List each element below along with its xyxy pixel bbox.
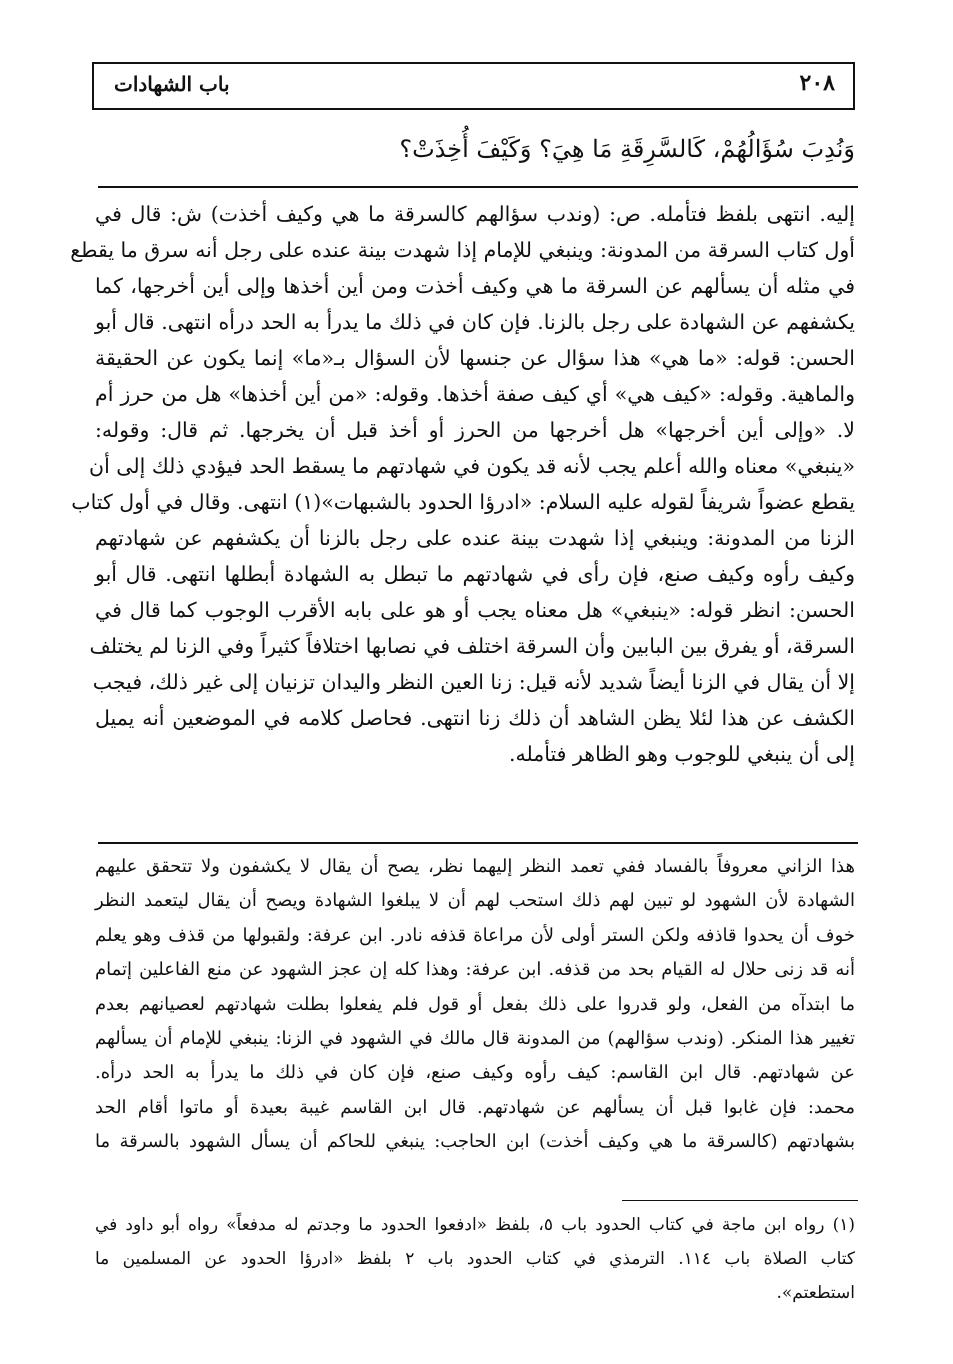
page-header: [92, 62, 855, 110]
lower-commentary-line: عن شهادتهم. قال ابن القاسم: كيف رأوه وكيف صنع، فإن كان في ذلك ما يدرأ به الحد درأه.: [95, 1062, 855, 1084]
divider-matn: [98, 186, 858, 188]
lower-commentary-line: ما ابتدآه من الفعل، ولو قدروا على ذلك بفعل أو قول فلم يفعلوا بطلت شهادتهم لعصيانهم بعدم: [95, 993, 855, 1015]
footnote-line: استطعتم».: [776, 1283, 855, 1303]
lower-commentary-line: محمد: فإن غابوا قبل أن يسألهم عن شهادتهم. قال ابن القاسم غيبة بعيدة أو ماتوا أقام الحد: [95, 1096, 855, 1118]
lower-commentary-line: الشهادة لأن الشهود لو تبين لهم ذلك استحب لهم أن لا يبلغوا الشهادة ويصح أن يقال ليتعمد النظر: [95, 890, 855, 912]
commentary-line: الحسن: انظر قوله: «ينبغي» هل معناه يجب أو هو على بابه الأقرب الوجوب كما قال في: [95, 598, 855, 622]
commentary-line: يكشفهم عن الشهادة على رجل بالزنا. فإن كان في ذلك ما يدرأ به الحد درأه انتهى. قال أبو: [95, 310, 855, 334]
commentary-line: «ينبغي» معناه والله أعلم يجب لأنه قد يكون في شهادتهم ما يسقط الحد فيؤدي ذلك إلى أن: [89, 454, 855, 478]
divider-notes: [98, 842, 858, 844]
commentary-line: الكشف عن هذا لئلا يظن الشاهد أن ذلك زنا انتهى. فحاصل كلامه في الموضعين أنه يميل: [95, 706, 855, 730]
commentary-line: أول كتاب السرقة من المدونة: وينبغي للإمام إذا شهدت بينة عنده على رجل أنه سرق ما يقطع: [70, 238, 855, 262]
commentary-line: السرقة، أو يفرق بين البابين وأن السرقة اختلف في نصابها اختلافاً كثيراً وفي الزنا لم يختلف: [89, 634, 855, 658]
lower-commentary-line: أنه قد زنى حلال له القيام بحد من قذفه. ابن عرفة: وهذا كله إن عجز الشهود عن منع الفاعلين إتمام: [95, 959, 855, 981]
commentary-line: إليه. انتهى بلفظ فتأمله. ص: (وندب سؤالهم كالسرقة ما هي وكيف أخذت) ش: قال في: [95, 202, 855, 226]
footnote-line: كتاب الصلاة باب ١١٤. الترمذي في كتاب الحدود باب ٢ بلفظ «ادرؤا الحدود عن المسلمين ما: [95, 1249, 856, 1269]
commentary-line: لا. «وإلى أين أخرجها» هل أخرجها من الحرز أو أخذ قبل أن يخرجها. ثم قال: وقوله:: [95, 418, 855, 442]
lower-commentary-line: بشهادتهم (كالسرقة ما هي وكيف أخذت) ابن الحاجب: ينبغي للحاكم أن يسأل الشهود بالسرقة ما: [95, 1131, 855, 1153]
commentary-line: إلى أن ينبغي للوجوب وهو الظاهر فتأمله.: [508, 742, 855, 766]
chapter-title: باب الشهادات: [114, 72, 230, 96]
lower-commentary-block: [95, 850, 855, 1160]
commentary-line: الحسن: قوله: «ما هي» هذا سؤال عن جنسها لأن السؤال بـ«ما» إنما يكون عن الحقيقة: [95, 346, 855, 370]
commentary-line: إلا أن يقال في الزنا أيضاً شديد لأنه قيل: زنا العين النظر واليدان تزنيان إلى غير ذلك، فيجب: [92, 670, 855, 694]
footnote-line: (١) رواه ابن ماجة في كتاب الحدود باب ٥، بلفظ «ادفعوا الحدود ما وجدتم له مدفعاً» رواه أبو داود في: [95, 1215, 855, 1235]
commentary-block: [70, 196, 855, 772]
lower-commentary-line: خوف أن يحدوا قاذفه ولكن الستر أولى لأن مراعاة قذفه نادر. ابن عرفة: ولقبولها من قذف وهو يعلم: [95, 924, 855, 946]
commentary-line: والماهية. وقوله: «كيف هي» أي كيف صفة أخذها. وقوله: «من أين أخذها» هل من حرز أم: [95, 382, 855, 406]
page-number: ٢٠٨: [799, 70, 835, 96]
lower-commentary-line: تغيير هذا المنكر. (وندب سؤالهم) من المدونة قال مالك في الشهود في الزنا: ينبغي للإمام أن يسألهم: [95, 1027, 855, 1049]
commentary-line: يقطع عضواً شريفاً لقوله عليه السلام: «ادرؤا الحدود بالشبهات»(١) انتهى. وقال في أول كتاب: [71, 490, 855, 514]
matn-text: وَنُدِبَ سُؤَالُهُمْ، كَالسَّرِقَةِ مَا هِيَ؟ وَكَيْفَ أُخِذَتْ؟: [399, 135, 855, 163]
commentary-line: الزنا من المدونة: وينبغي إذا شهدت بينة عنده على رجل بالزنا أن يكشفهم عن شهادتهم: [95, 526, 855, 550]
lower-commentary-line: هذا الزاني معروفاً بالفساد ففي تعمد النظر إليهما نظر، يصح أن يقال لا يكشفون ولا تتحقق عليهم: [95, 856, 855, 877]
commentary-line: في مثله أن يسألهم عن السرقة ما هي وكيف أخذت ومن أين أخذها وإلى أين أخرجها، كما: [95, 274, 855, 298]
footnote-block: [95, 1208, 855, 1310]
divider-footnote: [622, 1200, 858, 1201]
commentary-line: وكيف رأوه وكيف صنع، فإن رأى في شهادتهم ما تبطل به الشهادة أبطلها انتهى. قال أبو: [95, 562, 855, 586]
